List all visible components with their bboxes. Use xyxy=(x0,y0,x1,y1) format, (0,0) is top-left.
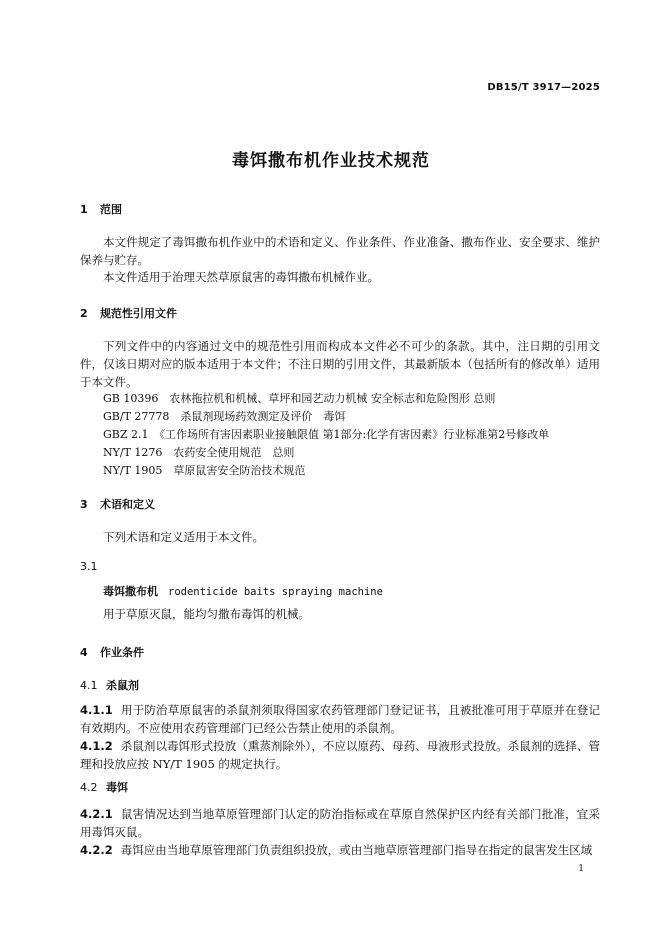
subsection-4-2-heading xyxy=(80,779,128,795)
clause-text: 毒饵应由当地草原管理部门负责组织投放，或由当地草原管理部门指导在指定的鼠害发生区域 xyxy=(120,843,593,857)
section-1-paragraph-1: 本文件规定了毒饵撒布机作业中的术语和定义、作业条件、作业准备、撒布作业、安全要求、维护保养与贮存。 xyxy=(80,235,600,267)
section-title: 作业条件 xyxy=(100,646,144,659)
reference-item: NY/T 1905 草原鼠害安全防治技术规范 xyxy=(103,464,306,477)
clause-text: 鼠害情况达到当地草原管理部门认定的防治指标或在草原自然保护区内经有关部门批准，宜采用毒饵灭鼠。 xyxy=(80,807,600,839)
clause-text: 用于防治草原鼠害的杀鼠剂须取得国家农药管理部门登记证书，且被批准可用于草原并在登记有效期内。不应使用农药管理部门已经公告禁止使用的杀鼠剂。 xyxy=(80,703,600,735)
section-title: 范围 xyxy=(100,203,122,216)
clause-text: 杀鼠剂以毒饵形式投放（熏蒸剂除外），不应以原药、母药、母液形式投放。杀鼠剂的选择、管理和投放应按 NY/T 1905 的规定执行。 xyxy=(80,739,600,771)
subsection-title: 杀鼠剂 xyxy=(106,679,139,692)
term-definition: 用于草原灭鼠，能均匀撒布毒饵的机械。 xyxy=(103,607,310,621)
subsection-number: 4.1 xyxy=(80,679,98,692)
reference-item: GB/T 27778 杀鼠剂现场药效测定及评价 毒饵 xyxy=(103,410,346,423)
subsection-number: 4.2 xyxy=(80,781,98,794)
section-3-paragraph-1: 下列术语和定义适用于本文件。 xyxy=(103,530,264,544)
term-entry xyxy=(103,583,383,599)
document-title: 毒饵撒布机作业技术规范 xyxy=(232,151,430,171)
section-2-heading xyxy=(80,305,177,321)
section-title: 规范性引用文件 xyxy=(100,307,177,320)
clause-number: 4.2.1 xyxy=(80,807,113,821)
reference-item: NY/T 1276 农药安全使用规范 总则 xyxy=(103,446,295,459)
section-title: 术语和定义 xyxy=(100,498,155,511)
term-english: rodenticide baits spraying machine xyxy=(168,586,383,598)
page-number: 1 xyxy=(578,864,584,874)
document-code: DB15/T 3917—2025 xyxy=(487,82,600,93)
clause-4-2-1 xyxy=(80,805,600,841)
section-3-heading xyxy=(80,496,155,512)
subsection-title: 毒饵 xyxy=(106,781,128,794)
reference-item: GB 10396 农林拖拉机和机械、草坪和园艺动力机械 安全标志和危险图形 总则 xyxy=(103,392,496,405)
section-number: 1 xyxy=(80,203,88,216)
subsection-4-1-heading xyxy=(80,677,139,693)
clause-4-1-2 xyxy=(80,737,600,773)
section-number: 4 xyxy=(80,646,88,659)
clause-4-2-2 xyxy=(80,841,600,859)
clause-4-1-1 xyxy=(80,701,600,737)
clause-number: 4.1.1 xyxy=(80,703,113,717)
section-1-heading xyxy=(80,201,122,217)
clause-number: 4.2.2 xyxy=(80,843,113,857)
section-number: 3 xyxy=(80,498,88,511)
term-number: 3.1 xyxy=(80,560,98,573)
section-number: 2 xyxy=(80,307,88,320)
section-4-heading xyxy=(80,644,144,660)
clause-number: 4.1.2 xyxy=(80,739,113,753)
section-2-paragraph-1: 下列文件中的内容通过文中的规范性引用而构成本文件必不可少的条款。其中，注日期的引用文件，仅该日期对应的版本适用于本文件；不注日期的引用文件，其最新版本（包括所有的修改单）适用于本文件。 xyxy=(80,339,600,389)
reference-item: GBZ 2.1 《工作场所有害因素职业接触限值 第1部分:化学有害因素》行业标准第2号修改单 xyxy=(103,428,550,441)
term-chinese: 毒饵撒布机 xyxy=(103,585,158,598)
section-1-paragraph-2: 本文件适用于治理天然草原鼠害的毒饵撒布机械作业。 xyxy=(103,270,379,284)
